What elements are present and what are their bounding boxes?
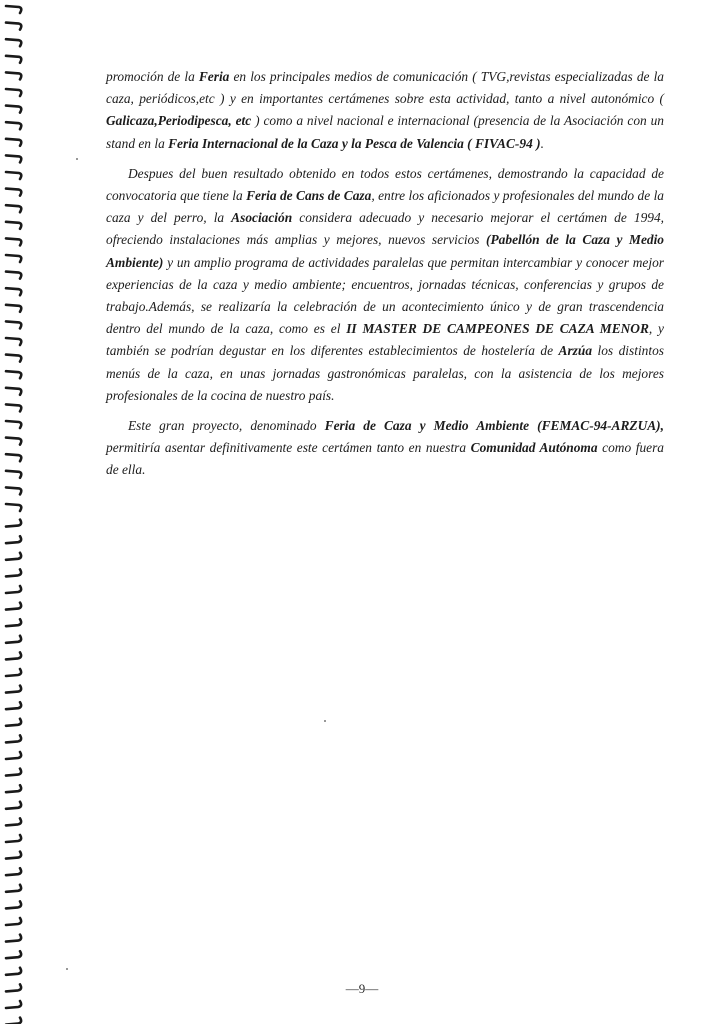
binding-coil-loop <box>6 305 21 312</box>
binding-coil-loop <box>6 619 21 626</box>
binding-coil-loop <box>6 321 21 328</box>
paragraph-1: promoción de la Feria en los principales medios de comunicación ( TVG,revistas especializadas de la caza, periódicos,etc ) y en importantes certámenes sobre esta actividad, tanto a nivel autonómico ( Galicaza,Periodipesca, etc ) como a nivel nacional e internacional (presencia de la Asociación con un stand en la Feria Internacional de la Caza y la Pesca de Valencia ( FIVAC-94 ). <box>106 69 664 151</box>
page-body <box>106 66 664 490</box>
binding-coil-loop <box>6 189 21 196</box>
binding-coil-loop <box>6 818 21 825</box>
binding-coil-loop <box>6 553 21 560</box>
binding-coil-loop <box>6 686 21 693</box>
binding-coil-loop <box>6 669 21 676</box>
binding-coil-loop <box>6 438 21 445</box>
binding-coil-loop <box>6 172 21 179</box>
binding-coil-loop <box>6 6 21 13</box>
binding-coil-loop <box>6 238 21 245</box>
binding-coil-loop <box>6 371 21 378</box>
binding-coil-loop <box>6 719 21 726</box>
binding-coil-loop <box>6 338 21 345</box>
binding-coil-loop <box>6 404 21 411</box>
binding-coil-loop <box>6 288 21 295</box>
binding-coil-loop <box>6 388 21 395</box>
binding-coil-loop <box>6 735 21 742</box>
binding-coil-loop <box>6 885 21 892</box>
binding-coil-loop <box>6 487 21 494</box>
binding-coil-loop <box>6 752 21 759</box>
binding-coil-loop <box>6 935 21 942</box>
binding-coil-loop <box>6 951 21 958</box>
binding-coil-loop <box>6 835 21 842</box>
binding-coil-loop <box>6 355 21 362</box>
binding-coil-loop <box>6 901 21 908</box>
scan-speck <box>76 158 78 160</box>
paragraph-2: Despues del buen resultado obtenido en todos estos certámenes, demostrando la capacidad de convocatoria que tiene la Feria de Cans de Caza, entre los aficionados y profesionales del mundo de la caza y del perro, la Asociación considera adecuado y necesario mejorar el certámen de 1994, ofreciendo instalaciones más amplias y mejores, nuevos servicios (Pabellón de la Caza y Medio Ambiente) y un amplio programa de actividades paralelas que permitan intercambiar y conocer mejor experiencias de la caza y medio ambiente; encuentros, jornadas técnicas, conferencias y grupos de trabajo.Además, se realizaría la celebración de un acontecimiento único y de gran trascendencia dentro del mundo de la caza, como es el II MASTER DE CAMPEONES DE CAZA MENOR, y también se podrían degustar en los diferentes establecimientos de hostelería de Arzúa los distintos menús de la caza, en unas jornadas gastronómicas paralelas, con la asistencia de los mejores profesionales de la cocina de nuestro país. <box>106 165 664 403</box>
binding-coil-loop <box>6 255 21 262</box>
binding-coil-loop <box>6 702 21 709</box>
binding-coil-loop <box>6 536 21 543</box>
binding-coil-loop <box>6 652 21 659</box>
binding-coil-loop <box>6 122 21 129</box>
binding-coil-loop <box>6 56 21 63</box>
binding-coil-loop <box>6 504 21 511</box>
binding-coil-loop <box>6 89 21 96</box>
scan-speck <box>66 968 68 970</box>
binding-coil-loop <box>6 586 21 593</box>
binding-coil-loop <box>6 603 21 610</box>
binding-coil-loop <box>6 785 21 792</box>
binding-coil-loop <box>6 421 21 428</box>
binding-coil-loop <box>6 569 21 576</box>
binding-coil-loop <box>6 968 21 975</box>
binding-coil-loop <box>6 802 21 809</box>
binding-coil-loop <box>6 39 21 46</box>
page-number: —9— <box>345 981 379 996</box>
binding-coil-loop <box>6 23 21 30</box>
binding-coil-loop <box>6 205 21 212</box>
binding-coil-loop <box>6 1018 21 1024</box>
binding-coil-loop <box>6 106 21 113</box>
binding-coil-loop <box>6 471 21 478</box>
binding-coil-loop <box>6 520 21 527</box>
binding-coil-loop <box>6 155 21 162</box>
paragraph-3: Este gran proyecto, denominado Feria de Caza y Medio Ambiente (FEMAC-94-ARZUA), permitiría asentar definitivamente este certámen tanto en nuestra Comunidad Autónoma como fuera de ella. <box>106 418 664 478</box>
scan-speck <box>324 720 326 722</box>
binding-coil-loop <box>6 636 21 643</box>
binding-coil-loop <box>6 918 21 925</box>
binding-coil-loop <box>6 868 21 875</box>
binding-coil-loop <box>6 852 21 859</box>
binding-coil-loop <box>6 1001 21 1008</box>
binding-coil-loop <box>6 454 21 461</box>
binding-coil-loop <box>6 769 21 776</box>
binding-coil-loop <box>6 272 21 279</box>
binding-coil-loop <box>6 222 21 229</box>
spiral-binding <box>4 0 30 1024</box>
binding-coil-loop <box>6 72 21 79</box>
binding-coil-loop <box>6 139 21 146</box>
